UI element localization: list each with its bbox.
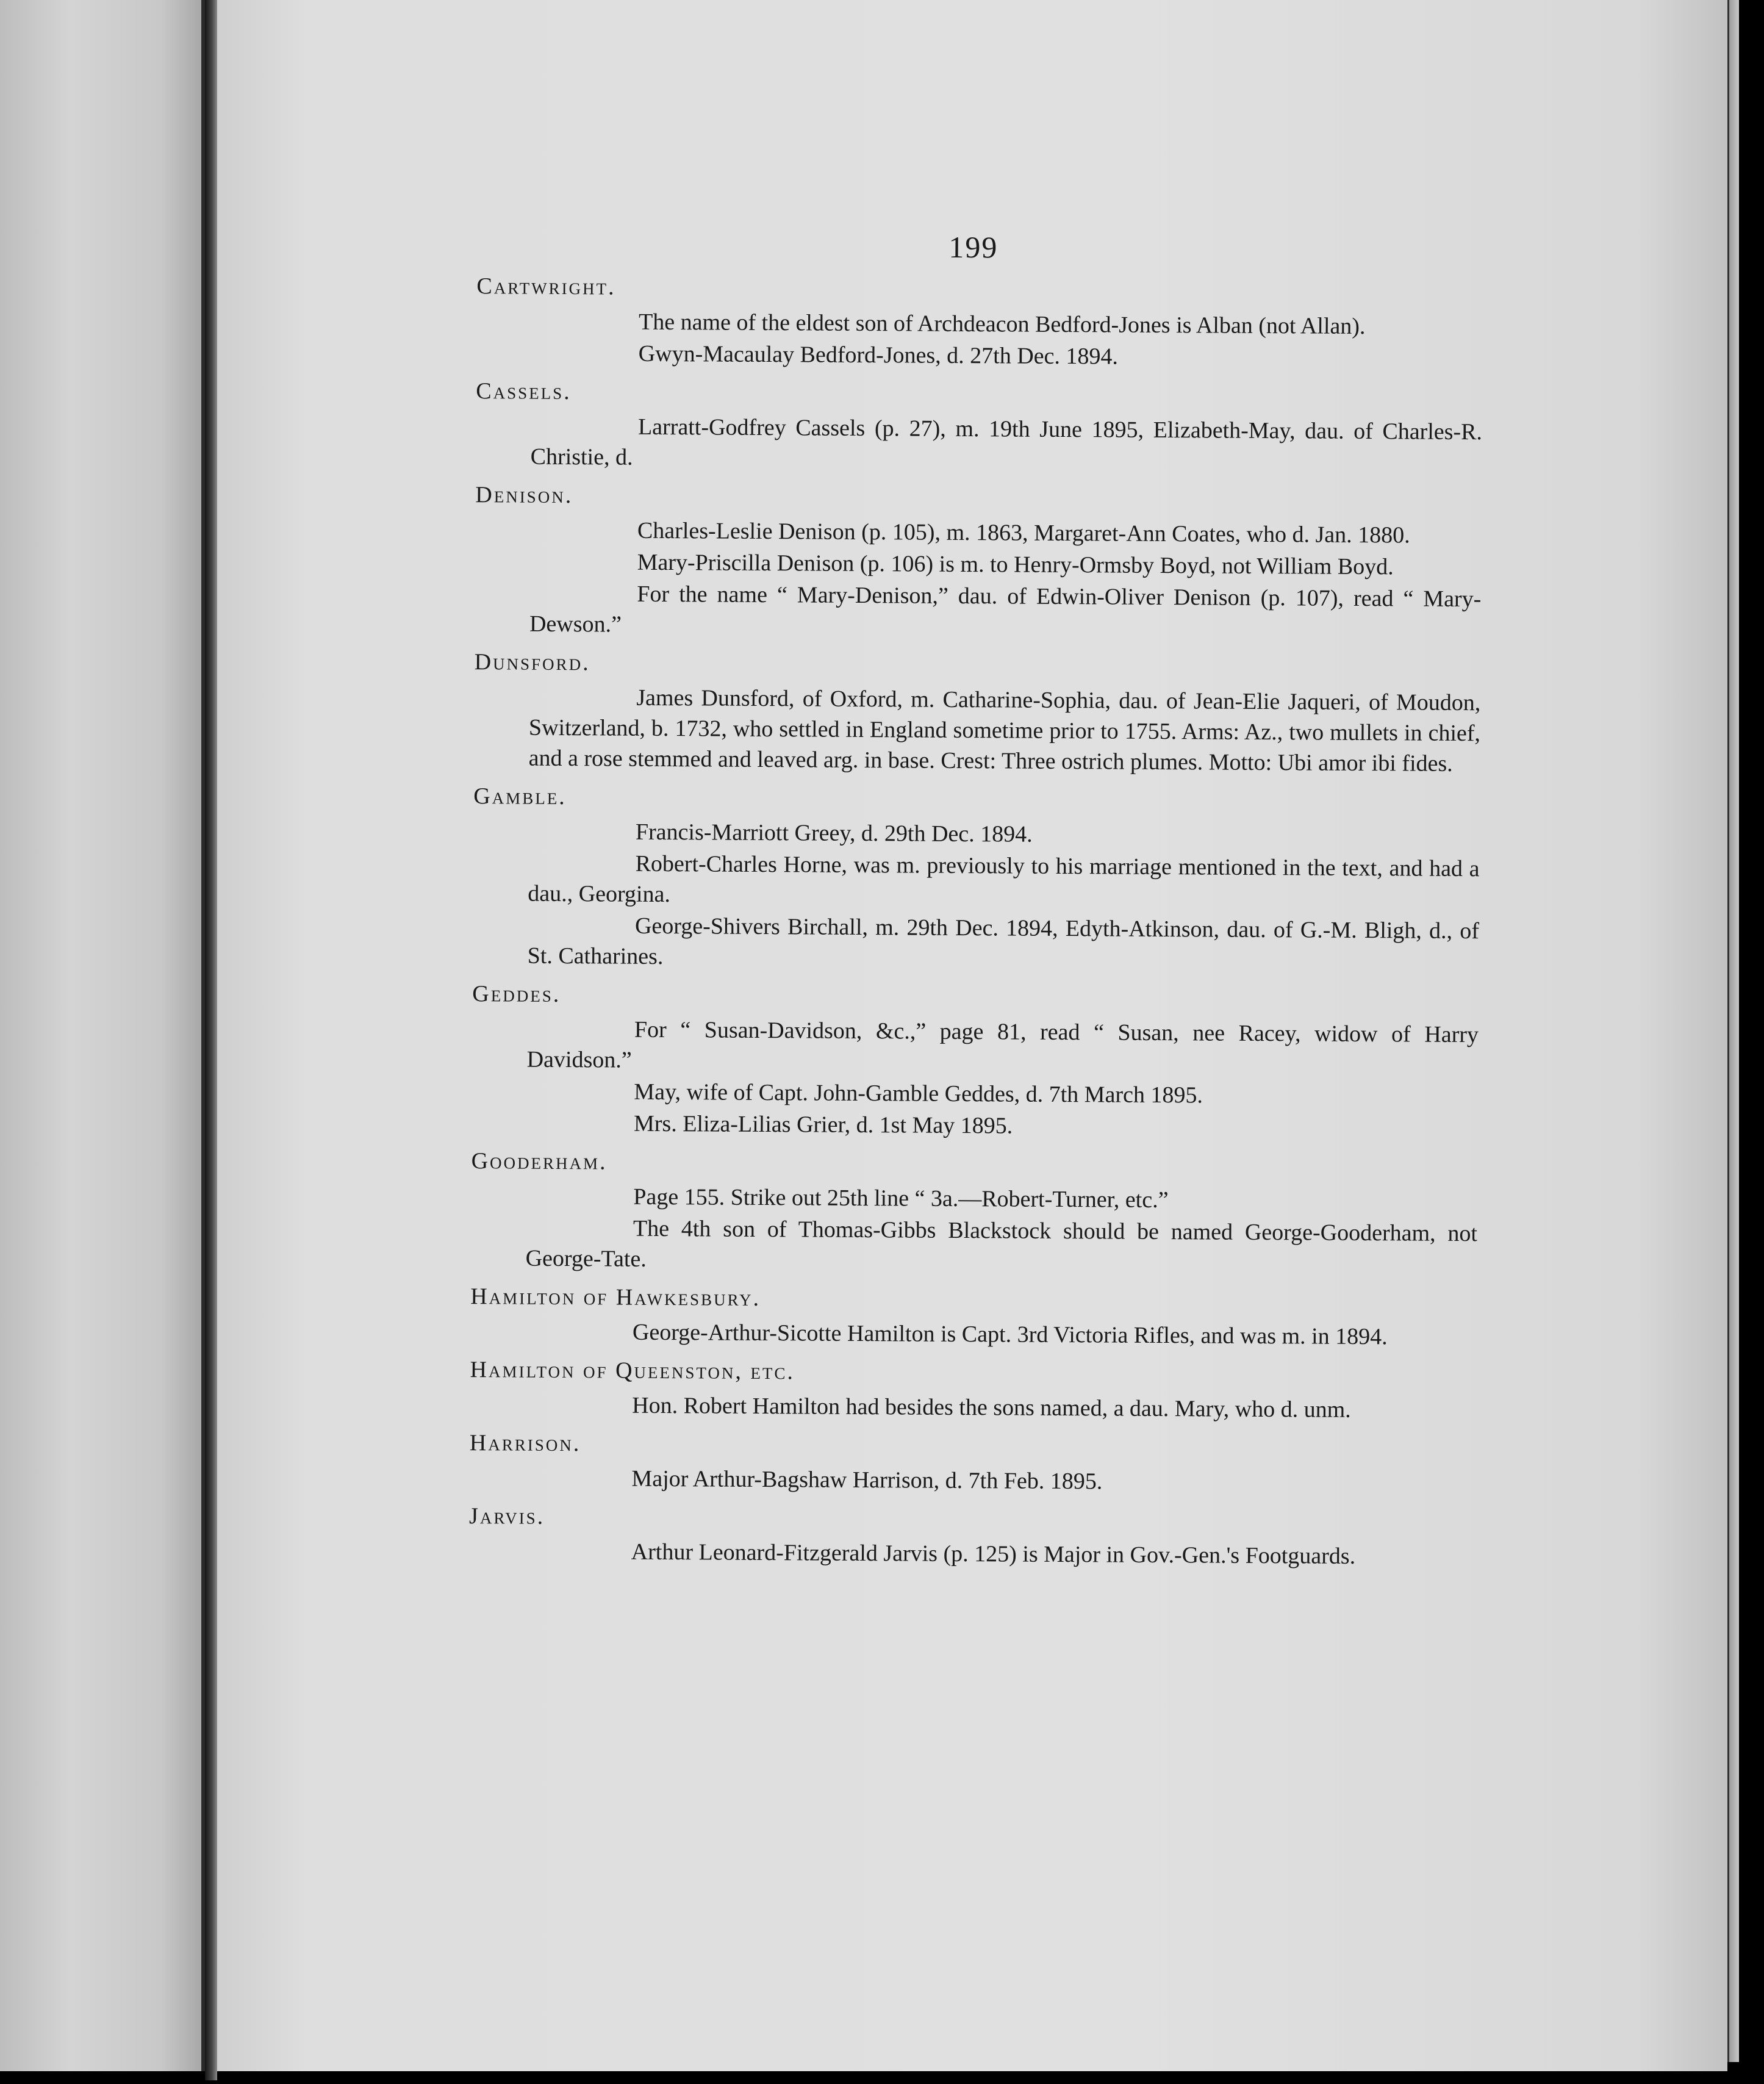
entry-paragraph: The name of the eldest son of Archdeacon Bedford-Jones is Alban (not Allan). (638, 309, 1366, 340)
section-jarvis (456, 1501, 1476, 1572)
page-text-block (453, 229, 1483, 1925)
entry-paragraph: George-Arthur-Sicotte Hamilton is Capt. 3rd Victoria Rifles, and was m. in 1894. (632, 1319, 1388, 1350)
entry-paragraph: Robert-Charles Horne, was m. previously to his marriage mentioned in the text, and had a dau., Georgina. (528, 850, 1480, 908)
entry-paragraph: For “ Susan-Davidson, &c.,” page 81, read “ Susan, nee Racey, widow of Harry Davidson.” (526, 1016, 1479, 1073)
section-heading: Hamilton of Queenston, etc. (470, 1357, 795, 1385)
entry-paragraph: Francis-Marriott Greey, d. 29th Dec. 1894. (635, 819, 1033, 847)
entry-paragraph: Mrs. Eliza-Lilias Grier, d. 1st May 1895. (633, 1110, 1013, 1139)
section-cassels (462, 376, 1483, 478)
section-hamilton-of-queenston (456, 1355, 1477, 1426)
entry-paragraph: Gwyn-Macaulay Bedford-Jones, d. 27th Dec. 1894. (638, 340, 1119, 370)
entry-paragraph: The 4th son of Thomas-Gibbs Blackstock should be named George-Gooderham, not George-Tate. (525, 1215, 1478, 1272)
entry-paragraph: James Dunsford, of Oxford, m. Catharine-Sophia, dau. of Jean-Elie Jaqueri, of Moudon, Switzerland, b. 1732, who settled in England sometime prior to 1755. Arms: Az., two mullets in chief, and a rose stemmed and leaved arg. in base. Crest: Three ostrich plumes. Motto: Ubi amor ibi fides. (528, 684, 1481, 777)
left-page-edge (0, 0, 205, 2071)
section-heading: Cassels. (476, 378, 572, 405)
entry-paragraph: May, wife of Capt. John-Gamble Geddes, d. 7th March 1895. (634, 1079, 1203, 1108)
entry-paragraph: Page 155. Strike out 25th line “ 3a.—Robert-Turner, etc.” (633, 1184, 1169, 1213)
section-heading: Cartwright. (476, 273, 616, 300)
section-denison (461, 480, 1482, 645)
right-page-edge (1727, 0, 1739, 2062)
entry-paragraph: Hon. Robert Hamilton had besides the sons named, a dau. Mary, who d. unm. (632, 1392, 1351, 1423)
section-heading: Gooderham. (471, 1148, 608, 1175)
entry-paragraph: Charles-Leslie Denison (p. 105), m. 1863, Margaret-Ann Coates, who d. Jan. 1880. (637, 517, 1410, 548)
entry-paragraph: Major Arthur-Bagshaw Harrison, d. 7th Feb. 1895. (631, 1465, 1103, 1495)
section-heading: Geddes. (472, 981, 561, 1007)
book-gutter (205, 0, 217, 2080)
section-harrison (456, 1428, 1476, 1499)
section-gamble (459, 782, 1480, 977)
entry-paragraph: For the name “ Mary-Denison,” dau. of Edwin-Oliver Denison (p. 107), read “ Mary-Dewson.” (529, 581, 1482, 638)
section-hamilton-of-hawkesbury (457, 1282, 1477, 1353)
entry-paragraph: Mary-Priscilla Denison (p. 106) is m. to Henry-Ormsby Boyd, not William Boyd. (637, 549, 1394, 580)
page-number: 199 (948, 229, 999, 265)
section-geddes (458, 979, 1479, 1144)
section-heading: Gamble. (473, 783, 567, 810)
entry-paragraph: Larratt-Godfrey Cassels (p. 27), m. 19th June 1895, Elizabeth-May, dau. of Charles-R. Christie, d. (530, 414, 1483, 470)
section-dunsford (461, 647, 1481, 779)
section-heading: Denison. (475, 482, 573, 509)
section-cartwright (463, 271, 1483, 374)
section-heading: Jarvis. (468, 1503, 545, 1529)
section-gooderham (457, 1146, 1478, 1279)
section-heading: Dunsford. (474, 649, 590, 676)
entry-paragraph: Arthur Leonard-Fitzgerald Jarvis (p. 125) is Major in Gov.-Gen.'s Footguards. (631, 1539, 1356, 1569)
section-heading: Hamilton of Hawkesbury. (470, 1284, 761, 1312)
section-heading: Harrison. (469, 1430, 581, 1457)
entry-paragraph: George-Shivers Birchall, m. 29th Dec. 1894, Edyth-Atkinson, dau. of G.-M. Bligh, d., of St. Catharines. (527, 913, 1480, 970)
